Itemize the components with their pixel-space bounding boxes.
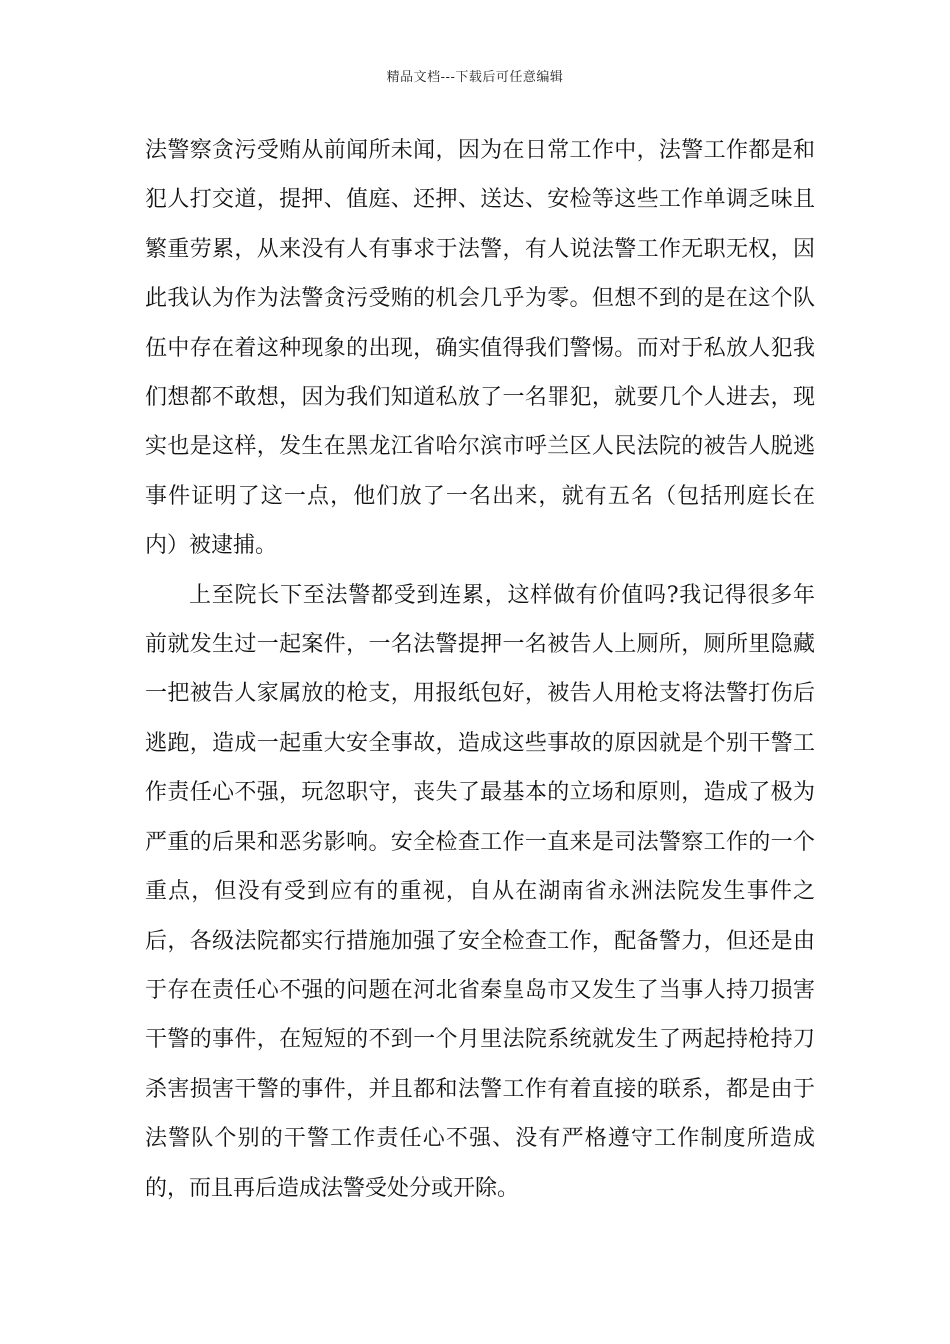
paragraph-2: 上至院长下至法警都受到连累，这样做有价值吗?我记得很多年前就发生过一起案件，一名法警提押一名被告人上厕所，厕所里隐藏一把被告人家属放的枪支，用报纸包好，被告人用枪支将法警打伤后逃跑，造成一起重大安全事故，造成这些事故的原因就是个别干警工作责任心不强，玩忽职守，丧失了最基本的立场和原则，造成了极为严重的后果和恶劣影响。安全检查工作一直来是司法警察工作的一个重点，但没有受到应有的重视，自从在湖南省永洲法院发生事件之后，各级法院都实行措施加强了安全检查工作，配备警力，但还是由于存在责任心不强的问题在河北省秦皇岛市又发生了当事人持刀损害干警的事件，在短短的不到一个月里法院系统就发生了两起持枪持刀杀害损害干警的事件，并且都和法警工作有着直接的联系，都是由于法警队个别的干警工作责任心不强、没有严格遵守工作制度所造成的，而且再后造成法警受处分或开除。 [145,582,815,1201]
page-header: 精品文档---下载后可任意编辑 [386,70,564,85]
document-body [145,126,815,1213]
paragraph-1: 法警察贪污受贿从前闻所未闻，因为在日常工作中，法警工作都是和犯人打交道，提押、值庭、还押、送达、安检等这些工作单调乏味且繁重劳累，从来没有人有事求于法警，有人说法警工作无职无权，因此我认为作为法警贪污受贿的机会几乎为零。但想不到的是在这个队伍中存在着这种现象的出现，确实值得我们警惕。而对于私放人犯我们想都不敢想，因为我们知道私放了一名罪犯，就要几个人进去，现实也是这样，发生在黑龙江省哈尔滨市呼兰区人民法院的被告人脱逃事件证明了这一点，他们放了一名出来，就有五名（包括刑庭长在内）被逮捕。 [145,138,815,559]
